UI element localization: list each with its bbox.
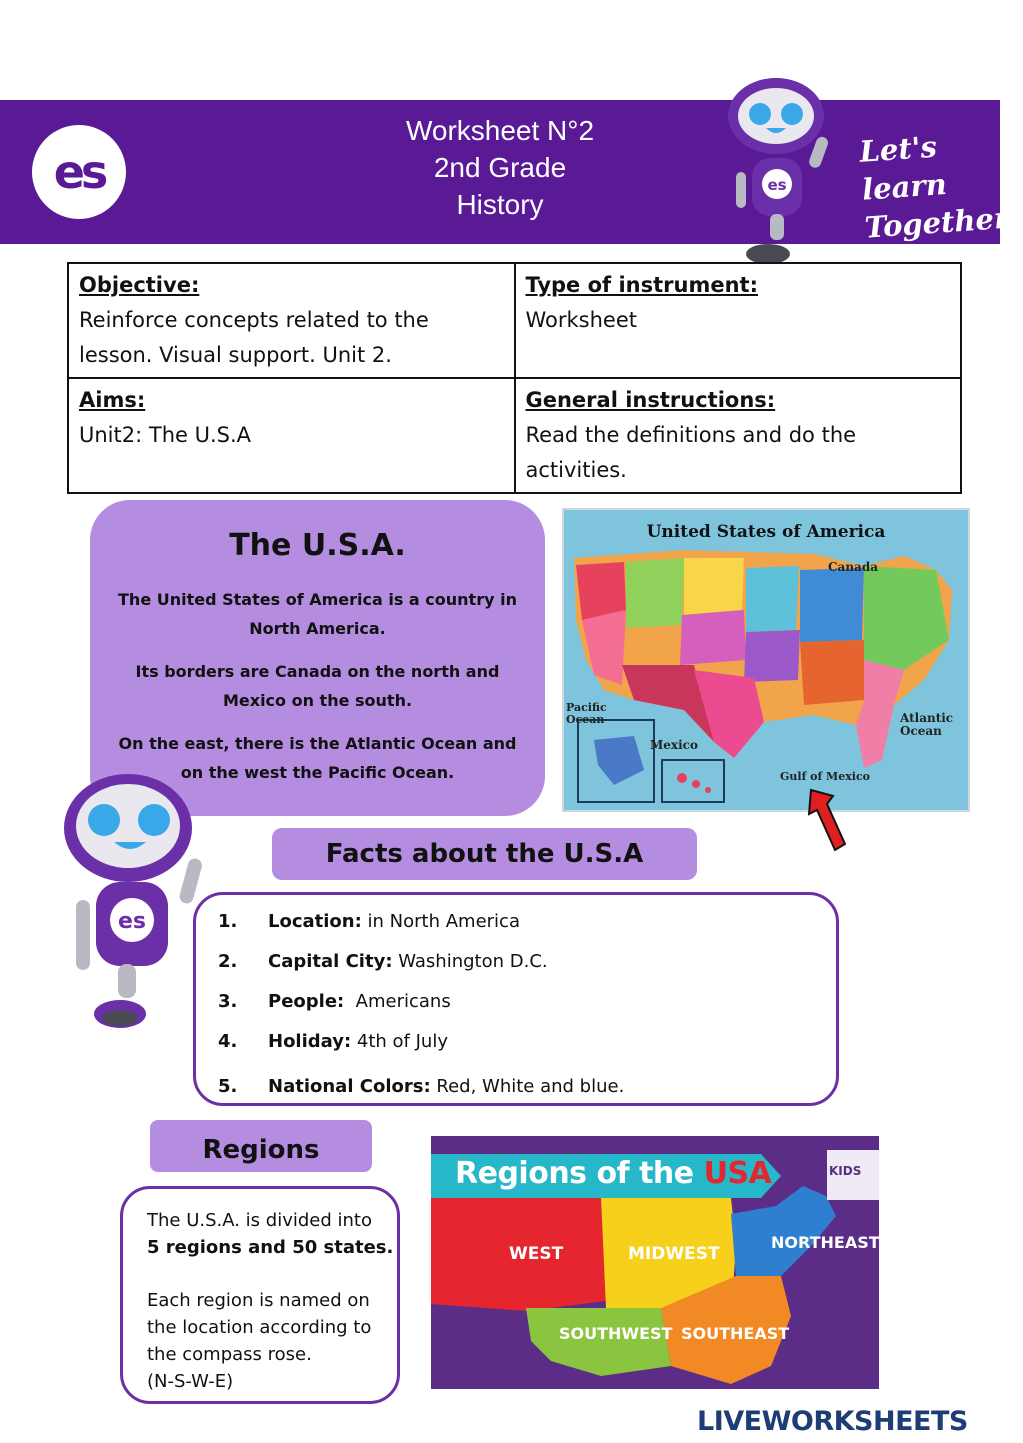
usa-map-title: United States of America (646, 522, 886, 542)
instructions-text: Read the definitions and do the activities. (525, 423, 857, 482)
objective-text: Reinforce concepts related to the lesson. Visual support. Unit 2. (79, 308, 429, 367)
usa-card-paragraph-1: The United States of America is a country in North America. (118, 590, 517, 638)
school-logo (32, 125, 126, 219)
aims-text: Unit2: The U.S.A (79, 423, 252, 447)
region-southeast: SOUTHEAST (681, 1324, 790, 1343)
kids-academy-logo: KIDS (829, 1164, 862, 1178)
aims-label: Aims: (79, 388, 146, 412)
list-item (218, 911, 520, 932)
fact-key: Capital City: (268, 951, 393, 972)
regions-map-title (455, 1156, 771, 1191)
regions-text-3: Each region is named on the location according to the compass rose. (147, 1290, 372, 1365)
title-line-3: History (456, 189, 544, 220)
liveworksheets-logo[interactable]: LIVEWORKSHEETS (697, 1406, 968, 1437)
svg-text:es: es (117, 909, 147, 934)
region-west: WEST (509, 1244, 564, 1264)
regions-text-1: The U.S.A. is divided into (147, 1210, 372, 1231)
fact-value: Americans (344, 991, 451, 1012)
fact-value: Washington D.C. (392, 951, 548, 972)
list-item (218, 991, 451, 1012)
fact-number: 5. (218, 1076, 238, 1097)
instrument-cell (515, 263, 962, 378)
svg-text:es: es (767, 176, 787, 194)
label-mexico: Mexico (650, 738, 698, 752)
facts-title: Facts about the U.S.A (272, 828, 697, 880)
title-line-1: Worksheet N°2 (405, 115, 595, 146)
fact-key: National Colors: (268, 1076, 431, 1097)
instrument-label: Type of instrument: (525, 273, 758, 297)
instructions-label: General instructions: (525, 388, 776, 412)
region-midwest: MIDWEST (628, 1244, 720, 1264)
regions-map (431, 1136, 879, 1389)
instructions-cell (515, 378, 962, 493)
label-canada: Canada (828, 560, 878, 574)
list-item (218, 1031, 448, 1052)
usa-map (562, 508, 970, 812)
fact-number: 3. (218, 991, 238, 1012)
fact-key: Holiday: (268, 1031, 352, 1052)
regions-map-title-part2: USA (703, 1156, 772, 1191)
usa-card (90, 500, 545, 816)
list-item (218, 1076, 624, 1097)
regions-map-title-part1: Regions of the (455, 1156, 704, 1191)
region-northeast: NORTHEAST (771, 1233, 880, 1252)
usa-map-graphic (564, 510, 968, 810)
instrument-text: Worksheet (525, 308, 638, 332)
aims-cell (68, 378, 515, 493)
fact-number: 2. (218, 951, 238, 972)
regions-text-4: (N-S-W-E) (147, 1371, 234, 1392)
region-southwest: SOUTHWEST (559, 1324, 673, 1343)
fact-number: 4. (218, 1031, 238, 1052)
fact-key: People: (268, 991, 345, 1012)
slogan-line-2: Together! (863, 199, 1023, 245)
title-line-2: 2nd Grade (433, 152, 567, 183)
regions-title: Regions (150, 1120, 372, 1172)
fact-key: Location: (268, 911, 362, 932)
worksheet-title (300, 112, 700, 223)
list-item (218, 951, 548, 972)
robot-mascot-icon (718, 76, 838, 266)
objective-cell (68, 263, 515, 378)
info-table (67, 262, 962, 494)
facts-list (193, 892, 839, 1106)
red-arrow-icon (805, 786, 849, 856)
label-pacific: Pacific Ocean (566, 701, 607, 726)
regions-text-box (120, 1186, 400, 1404)
robot-mascot-left-icon (56, 770, 206, 1032)
usa-card-title: The U.S.A. (229, 528, 406, 563)
fact-value: in North America (361, 911, 520, 932)
label-gulf: Gulf of Mexico (780, 770, 870, 783)
usa-card-paragraph-3: On the east, there is the Atlantic Ocean and on the west the Pacific Ocean. (118, 734, 517, 782)
label-atlantic: Atlantic Ocean (900, 711, 954, 738)
fact-number: 1. (218, 911, 238, 932)
usa-card-paragraph-2: Its borders are Canada on the north and Mexico on the south. (135, 662, 500, 710)
fact-value: 4th of July (351, 1031, 448, 1052)
objective-label: Objective: (79, 273, 200, 297)
regions-text-2: 5 regions and 50 states. (147, 1237, 394, 1258)
logo-text: es (53, 145, 105, 199)
slogan-line-1: Let's learn (858, 129, 948, 207)
fact-value: Red, White and blue. (430, 1076, 625, 1097)
slogan (858, 123, 1023, 246)
